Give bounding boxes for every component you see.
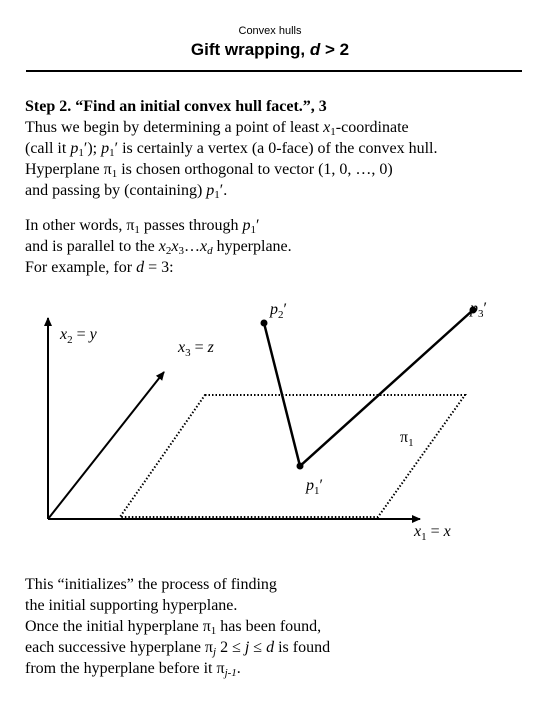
text-run: ′. — [219, 182, 228, 199]
math-var: y — [89, 326, 97, 343]
label-p3 — [469, 300, 487, 320]
equals-sign: = — [72, 326, 90, 343]
prime-mark: ′ — [319, 477, 323, 494]
math-subscript: 1 — [250, 224, 257, 236]
math-subscript: 1 — [314, 485, 320, 497]
text-run: For example, for — [25, 259, 137, 276]
text-run: ′); — [83, 140, 102, 157]
text-run: In other words, π — [25, 217, 135, 234]
label-p2 — [269, 301, 287, 321]
vertex-p2 — [261, 320, 268, 327]
text-run: from the hyperplane before it π — [25, 660, 225, 677]
math-subscript: 1 — [134, 224, 140, 236]
text-run: Thus we begin by determining a point of least — [25, 119, 324, 136]
footer-line-4 — [25, 637, 530, 658]
text-run: (call it — [25, 140, 71, 157]
math-var: x — [171, 238, 179, 255]
text-run: and passing by (containing) — [25, 182, 207, 199]
math-subscript: 2 — [165, 245, 172, 257]
title-suffix: > 2 — [320, 40, 350, 59]
text-run: Once the initial hyperplane π — [25, 618, 211, 635]
math-subscript: 2 — [278, 309, 284, 321]
text-run: hyperplane. — [212, 238, 292, 255]
text-run: Hyperplane π — [25, 161, 112, 178]
hyperplane-pi1 — [120, 395, 465, 517]
prime-mark: ′ — [283, 301, 287, 318]
text-run: = 3: — [144, 259, 174, 276]
text-run: and is parallel to the — [25, 238, 159, 255]
label-x2-axis — [59, 326, 98, 346]
math-subscript: 1 — [111, 168, 118, 180]
text-run: ′ — [256, 217, 260, 234]
math-var: π — [400, 429, 409, 446]
math-subscript: d — [207, 245, 213, 257]
x3-axis — [48, 372, 164, 519]
math-var: p — [306, 477, 314, 494]
math-var: d — [136, 259, 145, 276]
text-run: ′ is certainly a vertex (a 0-face) of the convex hull. — [114, 140, 438, 157]
math-var: x — [443, 523, 451, 540]
math-var: x — [414, 523, 422, 540]
text-run: ≤ — [249, 639, 267, 656]
text-run: is chosen orthogonal to vector (1, 0, …, 0) — [117, 161, 393, 178]
title-variable: d — [309, 40, 321, 59]
math-subscript: 3 — [478, 308, 484, 320]
math-subscript: 1 — [109, 147, 115, 159]
text-run: 2 ≤ — [216, 639, 245, 656]
footer-text — [25, 574, 530, 679]
math-var: z — [207, 339, 214, 356]
math-var: p — [206, 182, 215, 199]
math-var: p — [242, 217, 251, 234]
title-prefix: Gift wrapping, — [190, 40, 310, 59]
vertex-p1 — [297, 463, 304, 470]
math-subscript: 1 — [421, 531, 427, 543]
math-var: p — [70, 140, 79, 157]
footer-line-5 — [25, 658, 530, 679]
math-subscript: 1 — [408, 437, 414, 449]
math-subscript: 1 — [78, 147, 84, 159]
footer-line-1: This “initializes” the process of finding — [25, 576, 277, 593]
prime-mark: ′ — [483, 300, 487, 317]
math-subscript: j-1 — [224, 667, 237, 679]
math-subscript: 1 — [214, 189, 220, 201]
text-run: is found — [274, 639, 331, 656]
facet-edges — [264, 310, 473, 466]
math-var: x — [158, 238, 166, 255]
equals-sign: = — [426, 523, 444, 540]
math-subscript: j — [213, 646, 217, 658]
math-var: x — [323, 119, 331, 136]
footer-line-3 — [25, 616, 530, 637]
text-run: passes through — [139, 217, 243, 234]
text-run: . — [236, 660, 241, 677]
math-subscript: 2 — [67, 334, 73, 346]
math-var: p — [470, 300, 478, 317]
text-run: -coordinate — [335, 119, 409, 136]
math-subscript: 3 — [178, 245, 184, 257]
text-run: each successive hyperplane π — [25, 639, 213, 656]
label-x1-axis — [413, 523, 451, 543]
equals-sign: = — [190, 339, 208, 356]
math-subscript: 1 — [210, 625, 217, 637]
footer-line-2: the initial supporting hyperplane. — [25, 597, 238, 614]
label-pi1 — [400, 429, 414, 449]
math-var: x — [178, 339, 186, 356]
text-run: … — [183, 238, 200, 255]
math-subscript: 3 — [185, 347, 191, 359]
math-var: j — [244, 639, 250, 656]
math-var: d — [266, 639, 275, 656]
text-run: has been found, — [216, 618, 322, 635]
math-var: x — [199, 238, 208, 255]
math-var: x — [60, 326, 68, 343]
math-var: p — [270, 301, 278, 318]
section-header: Convex hulls — [238, 25, 302, 37]
label-p1 — [305, 477, 323, 497]
math-var: p — [101, 140, 110, 157]
step-heading: Step 2. “Find an initial convex hull facet.”, 3 — [25, 98, 327, 115]
math-subscript: 1 — [330, 126, 336, 138]
label-x3-axis — [177, 339, 215, 359]
